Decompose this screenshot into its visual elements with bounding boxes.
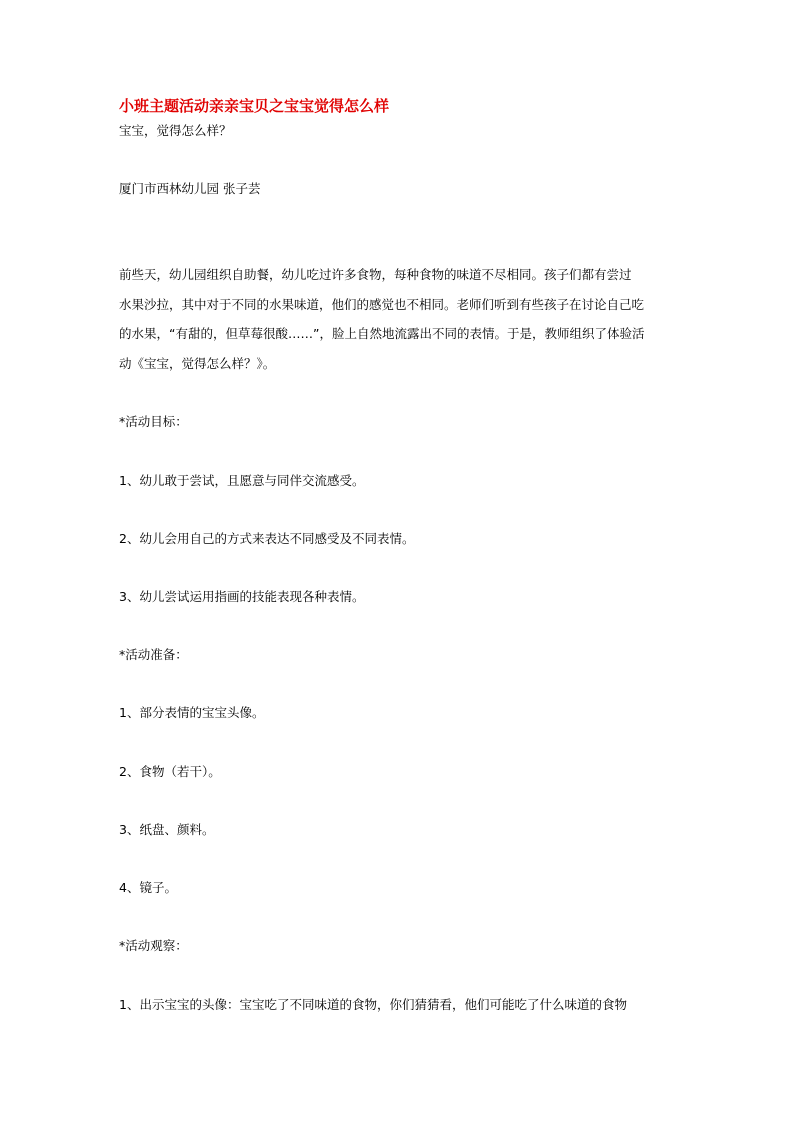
intro-line: 水果沙拉，其中对于不同的水果味道，他们的感觉也不相同。老师们听到有些孩子在讨论自己吃 (119, 296, 645, 312)
intro-line: 动《宝宝，觉得怎么样？》。 (119, 355, 276, 371)
intro-line: 前些天，幼儿园组织自助餐，幼儿吃过许多食物，每种食物的味道不尽相同。孩子们都有尝过 (119, 267, 632, 282)
prep-item: 2、食物（若干）。 (119, 764, 221, 779)
goal-item: 3、幼儿尝试运用指画的技能表现各种表情。 (119, 589, 365, 604)
observe-item: 1、出示宝宝的头像：宝宝吃了不同味道的食物，你们猜猜看，他们可能吃了什么味道的食物 (119, 997, 627, 1012)
prep-item: 3、纸盘、颜料。 (119, 822, 215, 837)
observe-heading: *活动观察： (119, 938, 188, 953)
author-line: 厦门市西林幼儿园 张子芸 (119, 181, 261, 196)
intro-paragraph (119, 267, 675, 385)
prep-item: 1、部分表情的宝宝头像。 (119, 705, 265, 720)
goal-item: 2、幼儿会用自己的方式来表达不同感受及不同表情。 (119, 531, 415, 546)
intro-line: 的水果，“有甜的，但草莓很酸……”，脸上自然地流露出不同的表情。于是，教师组织了体验活 (119, 326, 645, 341)
goals-heading: *活动目标： (119, 414, 188, 429)
subtitle: 宝宝，觉得怎么样？ (119, 123, 232, 138)
goal-item: 1、幼儿敢于尝试，且愿意与同伴交流感受。 (119, 473, 365, 488)
prep-heading: *活动准备： (119, 647, 188, 662)
prep-item: 4、镜子。 (119, 880, 177, 895)
document-title: 小班主题活动亲亲宝贝之宝宝觉得怎么样 (119, 97, 390, 115)
